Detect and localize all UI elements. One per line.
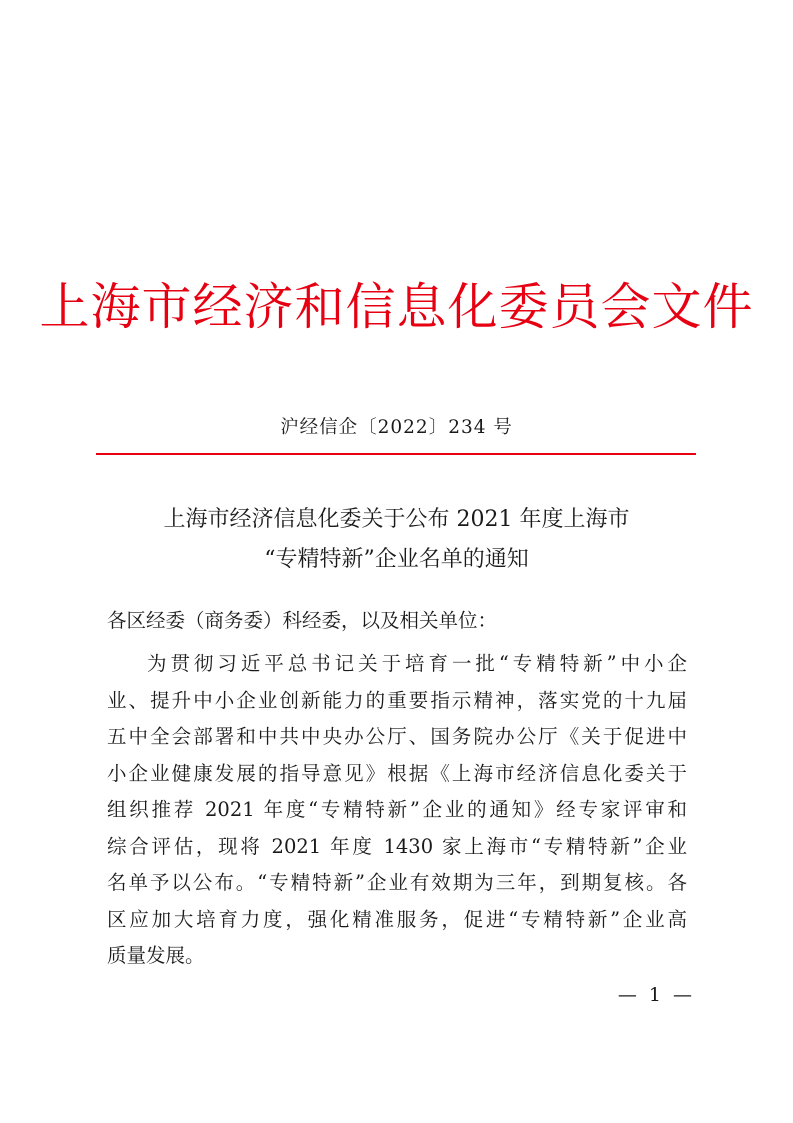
body-line: 小企业健康发展的指导意见》根据《上海市经济信息化委关于 — [107, 761, 687, 785]
body-line: 组织推荐 2021 年度“专精特新”企业的通知》经专家评审和 — [107, 798, 687, 821]
body-line: 名单予以公布。“专精特新”企业有效期为三年，到期复核。各 — [107, 871, 687, 894]
document-header-title: 上海市经济和信息化委员会文件 — [39, 278, 754, 336]
body-line: 质量发展。 — [107, 944, 205, 967]
notice-title-line-1: 上海市经济信息化委关于公布 2021 年度上海市 — [163, 507, 630, 532]
body-line: 业、提升中小企业创新能力的重要指示精神，落实党的十九届 — [107, 688, 687, 712]
page-number: — 1 — — [617, 984, 695, 1006]
notice-title-line-2: “专精特新”企业名单的通知 — [264, 547, 529, 572]
red-divider-line — [96, 453, 696, 455]
body-line: 区应加大培育力度，强化精准服务，促进“专精特新”企业高 — [107, 907, 687, 931]
body-line: 综合评估，现将 2021 年度 1430 家上海市“专精特新”企业 — [107, 834, 687, 858]
body-paragraph — [107, 646, 687, 975]
body-line: 五中全会部署和中共中央办公厅、国务院办公厅《关于促进中 — [107, 725, 687, 748]
notice-title — [0, 500, 793, 580]
salutation: 各区经委（商务委）科经委，以及相关单位： — [107, 609, 498, 632]
body-line: 为贯彻习近平总书记关于培育一批“专精特新”中小企 — [147, 652, 687, 675]
document-number: 沪经信企〔2022〕234 号 — [280, 417, 513, 438]
